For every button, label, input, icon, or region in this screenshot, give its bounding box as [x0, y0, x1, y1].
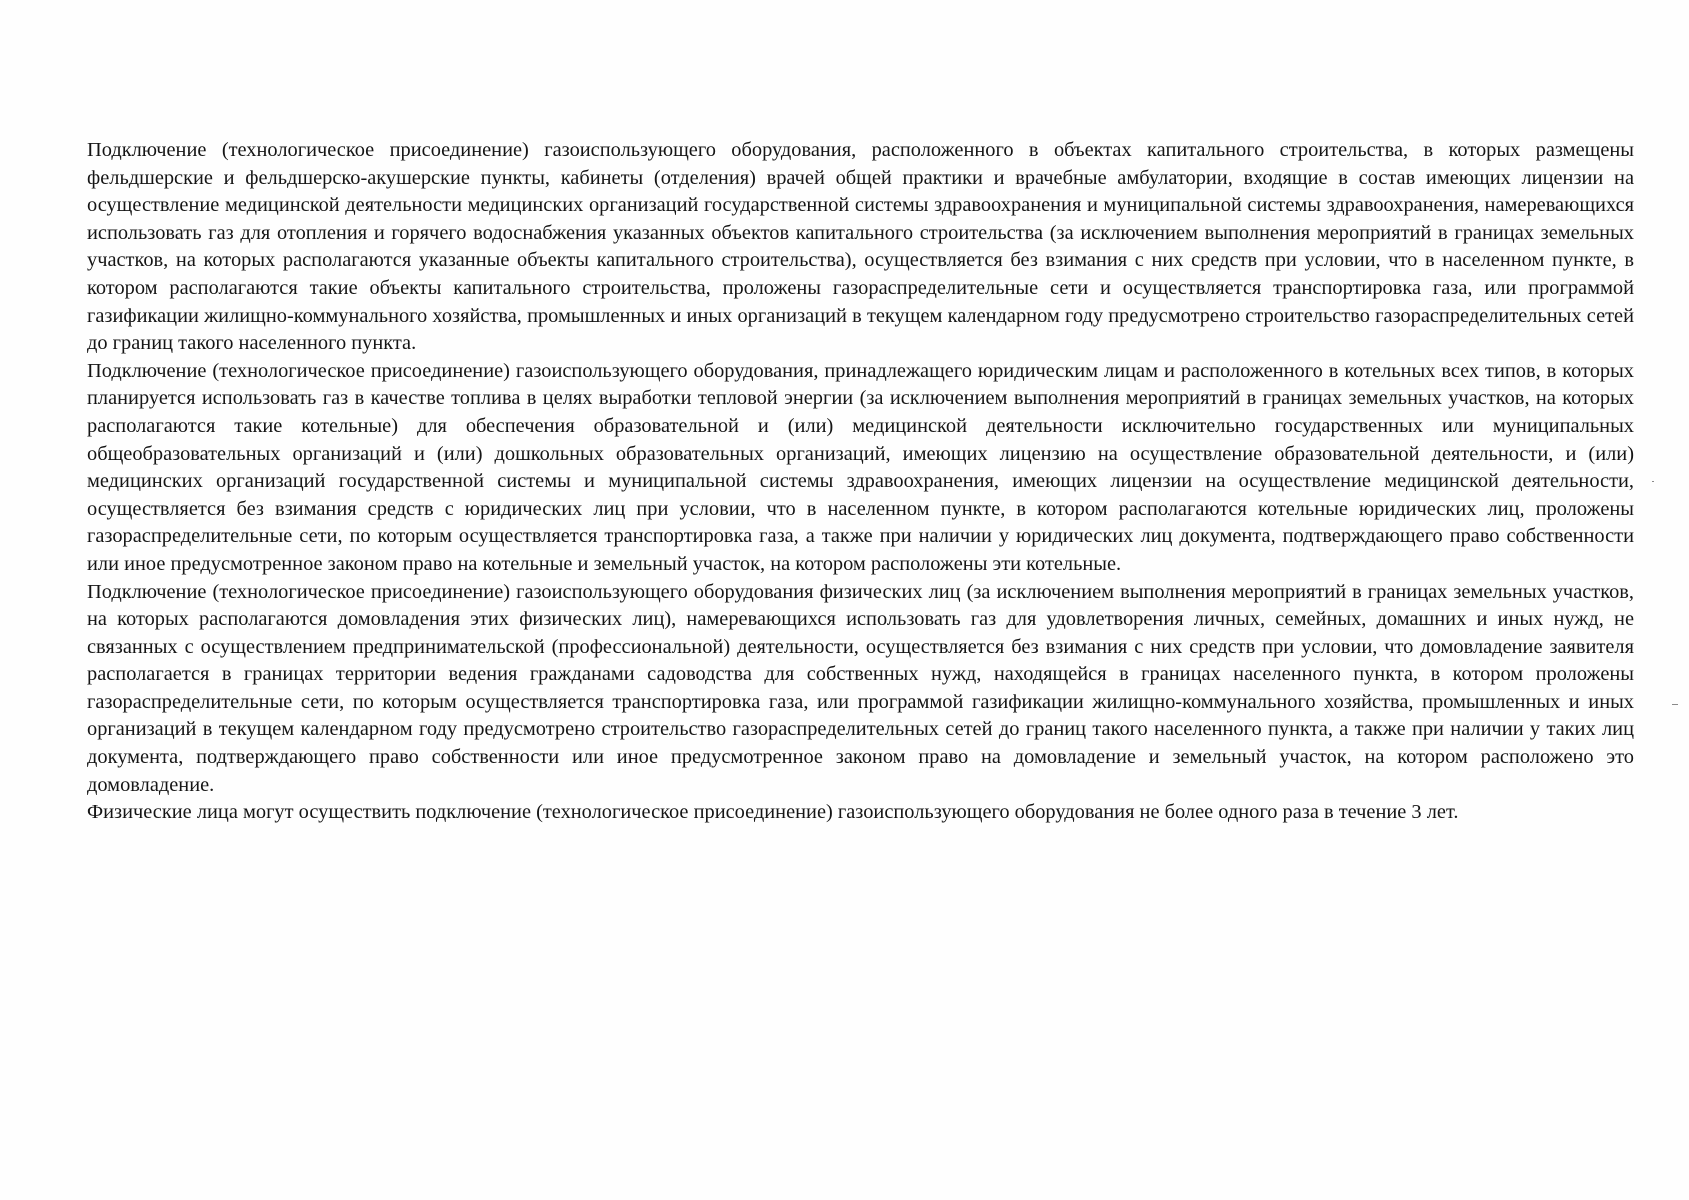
paragraph-medical-facilities: Подключение (технологическое присоединение) газоиспользующего оборудования, расположенного в объектах капитального строительства, в которых размещены фельдшерские и фельдшерско-акушерские пункты, кабинеты (отделения) врачей общей практики и врачебные амбулатории, входящие в состав имеющих лицензии на осуществление медицинской деятельности медицинских организаций государственной системы здравоохранения и муниципальной системы здравоохранения, намеревающихся использовать газ для отопления и горячего водоснабжения указанных объектов капитального строительства (за исключением выполнения мероприятий в границах земельных участков, на которых располагаются указанные объекты капитального строительства), осуществляется без взимания с них средств при условии, что в населенном пункте, в котором располагаются такие объекты капитального строительства, проложены газораспределительные сети и осуществляется транспортировка газа, или программой газификации жилищно-коммунального хозяйства, промышленных и иных организаций в текущем календарном году предусмотрено строительство газораспределительных сетей до границ такого населенного пункта. — [87, 139, 1634, 355]
document-body — [87, 137, 1634, 827]
paragraph-individuals: Подключение (технологическое присоединение) газоиспользующего оборудования физических лиц (за исключением выполнения мероприятий в границах земельных участков, на которых располагаются домовладения этих физических лиц), намеревающихся использовать газ для удовлетворения личных, семейных, домашних и иных нужд, не связанных с осуществлением предпринимательской (профессиональной) деятельности, осуществляется без взимания с них средств при условии, что домовладение заявителя располагается в границах территории ведения гражданами садоводства для собственных нужд, находящейся в границах населенного пункта, в котором проложены газораспределительные сети, по которым осуществляется транспортировка газа, или программой газификации жилищно-коммунального хозяйства, промышленных и иных организаций в текущем календарном году предусмотрено строительство газораспределительных сетей до границ такого населенного пункта, а также при наличии у таких лиц документа, подтверждающего право собственности или иное предусмотренное законом право на домовладение и земельный участок, на котором расположено это домовладение. — [87, 580, 1634, 796]
paragraph-boiler-houses: Подключение (технологическое присоединение) газоиспользующего оборудования, принадлежащего юридическим лицам и расположенного в котельных всех типов, в которых планируется использовать газ в качестве топлива в целях выработки тепловой энергии (за исключением выполнения мероприятий в границах земельных участков, на которых располагаются такие котельные) для обеспечения образовательной и (или) медицинской деятельности исключительно государственных или муниципальных общеобразовательных организаций и (или) дошкольных образовательных организаций, имеющих лицензию на осуществление образовательной деятельности, и (или) медицинских организаций государственной системы и муниципальной системы здравоохранения, имеющих лицензии на осуществление медицинской деятельности, осуществляется без взимания средств с юридических лиц при условии, что в населенном пункте, в котором располагаются котельные юридических лиц, проложены газораспределительные сети, по которым осуществляется транспортировка газа, а также при наличии у юридических лиц документа, подтверждающего право собственности или иное предусмотренное законом право на котельные и земельный участок, на котором расположены эти котельные. — [87, 359, 1634, 575]
scan-speck — [1672, 704, 1678, 705]
scan-speck — [1652, 481, 1654, 482]
paragraph-frequency-limit: Физические лица могут осуществить подключение (технологическое присоединение) газоиспользующего оборудования не более одного раза в течение 3 лет. — [87, 801, 1459, 824]
